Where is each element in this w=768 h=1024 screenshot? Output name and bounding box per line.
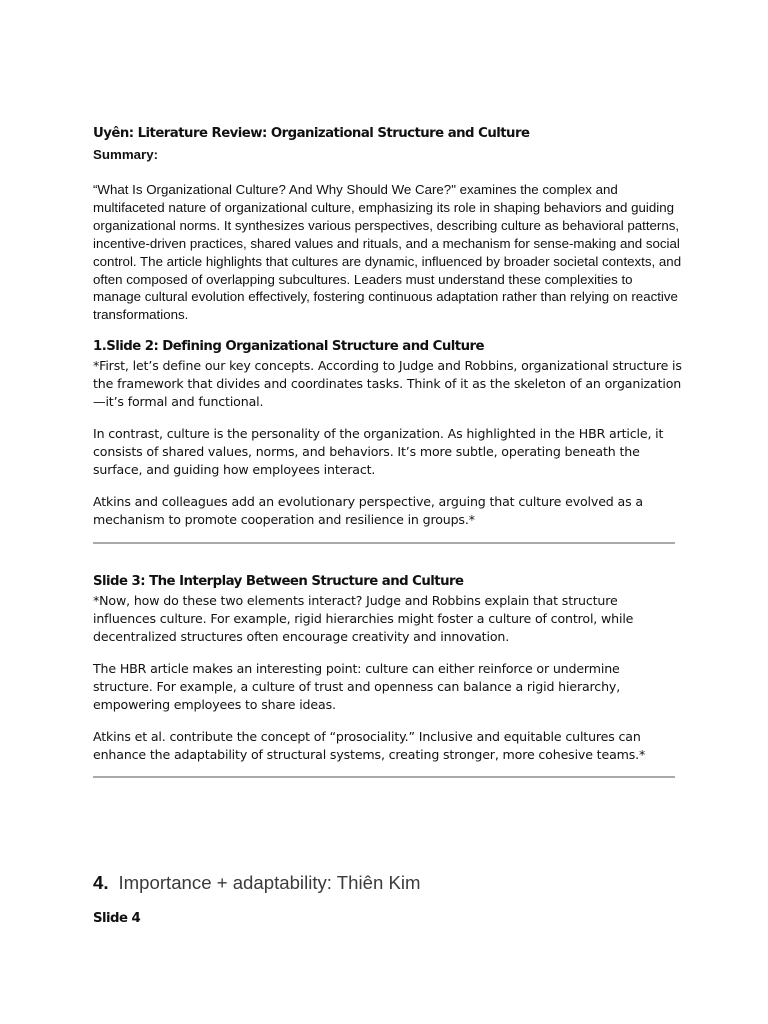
slide2-paragraph-2: In contrast, culture is the personality of the organization. As highlighted in the HBR article, it consists of shared values, norms, and behaviors. It’s more subtle, operating beneath the surface, and guiding how employees interact. — [93, 426, 664, 477]
summary-paragraph: “What Is Organizational Culture? And Why Should We Care?" examines the complex and multifaceted nature of organizational culture, emphasizing its role in shaping behaviors and guiding organizational norms. It synthesizes various perspectives, describing culture as behavioral patterns, incentive-driven practices, shared values and rituals, and a mechanism for sense-making and social control. The article highlights that cultures are dynamic, influenced by broader societal contexts, and often composed of overlapping subcultures. Leaders must understand these complexities to manage cultural evolution effectively, fostering continuous adaptation rather than relying on reactive transformations. — [93, 182, 682, 323]
horizontal-divider — [93, 776, 675, 778]
summary-label: Summary: — [93, 147, 159, 162]
section4-heading — [93, 872, 683, 894]
slide2-paragraph-1: *First, let’s define our key concepts. According to Judge and Robbins, organizational structure is the framework that divides and coordinates tasks. Think of it as the skeleton of an organization—it’s formal and functional. — [93, 358, 682, 409]
document-title: Uyên: Literature Review: Organizational Structure and Culture — [93, 126, 530, 141]
slide4-label: Slide 4 — [93, 911, 141, 926]
slide3-paragraph-1: *Now, how do these two elements interact? Judge and Robbins explain that structure influences culture. For example, rigid hierarchies might foster a culture of control, while decentralized structures often encourage creativity and innovation. — [93, 593, 634, 644]
section4-number: 4. — [93, 872, 109, 893]
horizontal-divider — [93, 542, 675, 544]
slide3-paragraph-2: The HBR article makes an interesting point: culture can either reinforce or undermine structure. For example, a culture of trust and openness can balance a rigid hierarchy, empowering employees to share ideas. — [93, 661, 621, 712]
slide3-paragraph-3: Atkins et al. contribute the concept of “prosociality.” Inclusive and equitable cultures can enhance the adaptability of structural systems, creating stronger, more cohesive teams.* — [93, 729, 646, 762]
slide2-paragraph-3: Atkins and colleagues add an evolutionary perspective, arguing that culture evolved as a mechanism to promote cooperation and resilience in groups.* — [93, 494, 643, 527]
section4-title: Importance + adaptability: Thiên Kim — [118, 872, 421, 893]
document-page — [93, 0, 683, 1024]
slide2-heading: 1.Slide 2: Defining Organizational Structure and Culture — [93, 339, 484, 354]
slide3-heading: Slide 3: The Interplay Between Structure and Culture — [93, 574, 464, 589]
